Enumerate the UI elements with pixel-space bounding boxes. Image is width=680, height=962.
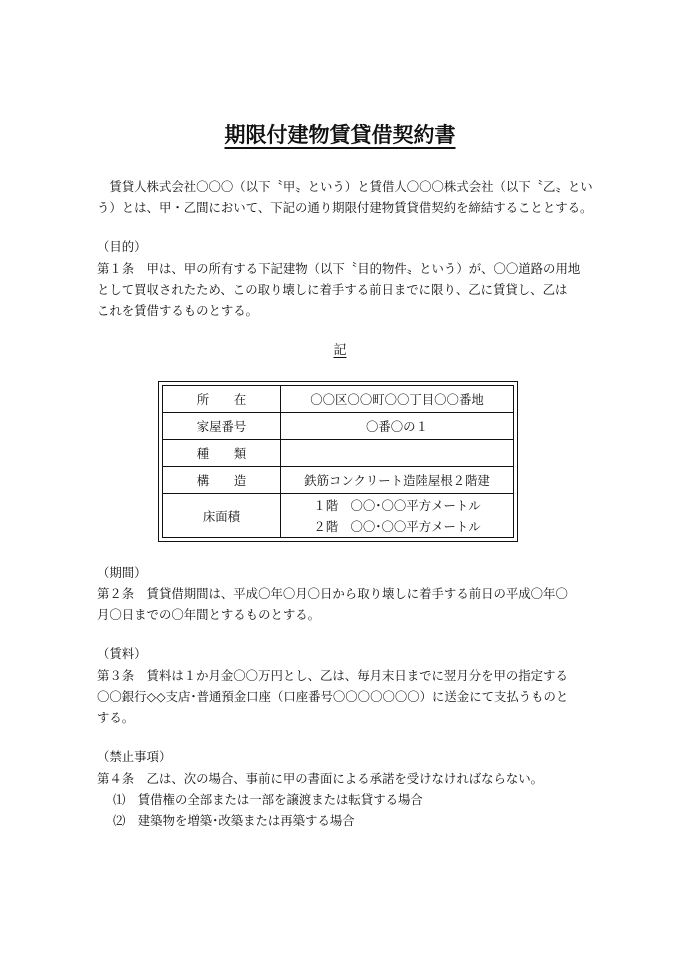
article3-line-3: する。 (97, 710, 135, 725)
article3-heading: （賃料） (97, 646, 147, 661)
intro-line-1: 賃貸人株式会社〇〇〇（以下〝甲〟という）と賃借人〇〇〇株式会社（以下〝乙〟とい (97, 179, 593, 194)
value-floor-area (281, 494, 514, 538)
article1-line-3: これを賃借するものとする。 (97, 303, 259, 318)
article3-line-2: 〇〇銀行◇◇支店･普通預金口座（口座番号〇〇〇〇〇〇〇）に送金にて支払うものと (97, 689, 569, 704)
article3-line-1: 第３条 賃料は１か月金〇〇万円とし、乙は、毎月末日までに翌月分を甲の指定する (97, 668, 568, 683)
article2-line-1: 第２条 賃貸借期間は、平成〇年〇月〇日から取り壊しに着手する前日の平成〇年〇 (97, 586, 568, 601)
article2-heading: （期間） (97, 565, 147, 580)
label-structure: 構 造 (163, 467, 281, 494)
label-house-number: 家屋番号 (163, 413, 281, 440)
floor-area-1f: １階 〇〇･〇〇平方メートル (313, 497, 481, 513)
article4-heading: （禁止事項） (97, 749, 172, 764)
label-location: 所 在 (163, 386, 281, 413)
document-title: 期限付建物賃貸借契約書 (224, 122, 456, 147)
article4-line-1: 第４条 乙は、次の場合、事前に甲の書面による承諾を受けなければならない。 (97, 771, 544, 786)
article1-heading: （目的） (97, 239, 147, 254)
article2-line-2: 月〇日までの〇年間とするものとする。 (97, 607, 321, 622)
floor-area-2f: ２階 〇〇･〇〇平方メートル (313, 518, 481, 534)
label-type: 種 類 (163, 440, 281, 467)
table-row (163, 494, 514, 538)
value-structure: 鉄筋コンクリート造陸屋根２階建 (281, 467, 514, 494)
article4-item-2: ⑵ 建築物を増築･改築または再築する場合 (113, 813, 355, 828)
value-house-number: 〇番〇の１ (281, 413, 514, 440)
value-type (281, 440, 514, 467)
article4-item-1: ⑴ 賃借権の全部または一部を譲渡または転貸する場合 (113, 792, 423, 807)
value-location: 〇〇区〇〇町〇〇丁目〇〇番地 (281, 386, 514, 413)
article1-line-2: として買収されたため、この取り壊しに着手する前日までに限り、乙に賃貸し、乙は (97, 282, 568, 297)
property-table (162, 385, 514, 538)
intro-line-2: う）とは、甲・乙間において、下記の通り期限付建物賃貸借契約を締結することとする。 (97, 200, 593, 215)
label-floor-area: 床面積 (163, 494, 281, 538)
table-row (163, 413, 514, 440)
article1-line-1: 第１条 甲は、甲の所有する下記建物（以下〝目的物件〟という）が、〇〇道路の用地 (97, 261, 581, 276)
ki-heading: 記 (333, 343, 347, 358)
table-row (163, 440, 514, 467)
table-row (163, 386, 514, 413)
property-table-frame (158, 381, 518, 542)
table-row (163, 467, 514, 494)
